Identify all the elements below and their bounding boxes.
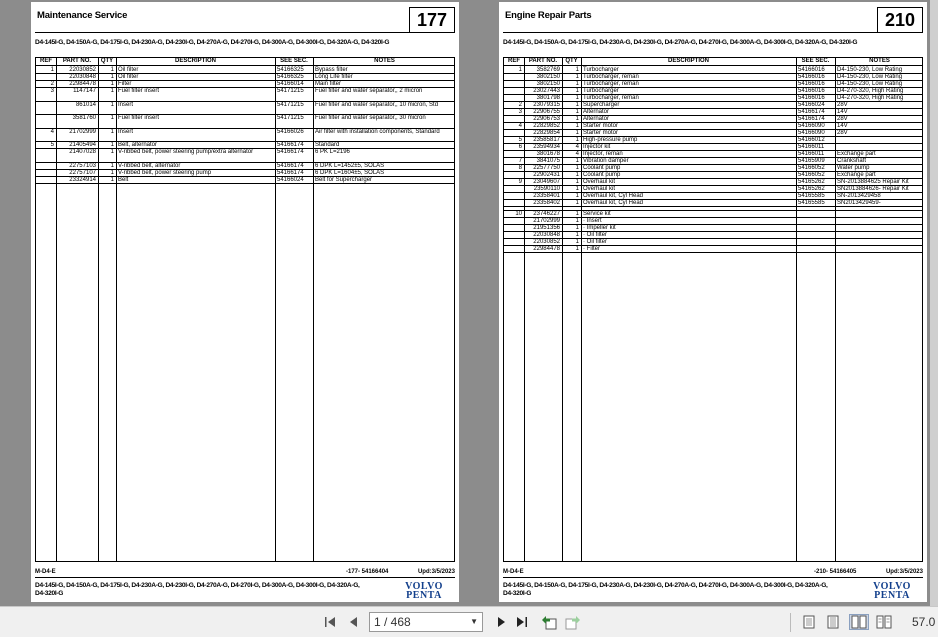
cell-qty: 1 (575, 102, 579, 108)
table-row (504, 186, 922, 193)
cell-ref: 10 (515, 211, 522, 217)
model-list: D4-145I-G, D4-150A-G, D4-175I-G, D4-230A-G, D4-230I-G, D4-270A-G, D4-270I-G, D4-300A-G, D4-300I-G, D4-320A-G, D4-320I-G (35, 39, 390, 46)
two-page-continuous-icon[interactable] (876, 614, 892, 630)
cell-part-no: 22906753 (533, 116, 560, 122)
cell-see-sec: 54166174 (277, 162, 304, 169)
cell-qty: 1 (575, 225, 579, 231)
table-row (504, 130, 922, 137)
viewer-toolbar (0, 606, 938, 637)
header-rule (503, 32, 923, 33)
cell-see-sec: 54165909 (798, 158, 825, 164)
cell-see-sec: 54165585 (798, 200, 825, 206)
cell-notes: SN-2013884625 Repair Kit (837, 179, 909, 185)
cell-notes: 6 DPK L=1604±5, SOLAS (315, 169, 385, 176)
cell-part-no: 1147147 (73, 88, 96, 94)
page-title: Engine Repair Parts (505, 10, 592, 21)
cell-description: Vibration damper (583, 158, 629, 164)
cell-notes: Standard (315, 142, 340, 149)
cell-part-no: 22902431 (533, 172, 560, 178)
cell-see-sec: 54166052 (798, 172, 825, 178)
table-row (504, 193, 922, 200)
footer-code: M-D4-E (503, 569, 524, 575)
cell-description: High-pressure pump (583, 137, 638, 143)
cell-ref: 3 (518, 109, 522, 115)
header-notes: NOTES (374, 58, 395, 64)
cell-see-sec: 54171215 (277, 115, 304, 122)
table-row (36, 81, 454, 88)
footer-model-list: D4-145I-G, D4-150A-G, D4-175I-G, D4-230A-G, D4-230I-G, D4-270A-G, D4-270I-G, D4-300A-G, D4-300I-G, D4-320A-G, D4-320I-G (503, 582, 828, 597)
cell-description: · Insert (583, 218, 602, 224)
footer-model-list: D4-145I-G, D4-150A-G, D4-175I-G, D4-230A-G, D4-230I-G, D4-270A-G, D4-270I-G, D4-300A-G, D4-300I-G, D4-320A-G, D4-320I-G (35, 582, 360, 597)
table-row (504, 179, 922, 186)
cell-ref: 3 (50, 88, 54, 94)
page-number-box: 210 (877, 7, 923, 32)
cell-notes: Fuel filter and water separator,, 10 micron, Std (315, 101, 439, 108)
cell-notes: 6 PK L=2196 (315, 149, 350, 156)
cell-see-sec: 54166012 (798, 137, 825, 143)
cell-notes: Belt for Supercharger (315, 176, 373, 183)
table-row (504, 88, 922, 95)
cell-qty: 1 (110, 128, 114, 135)
cell-qty: 1 (575, 123, 579, 129)
cell-description: Insert (118, 101, 134, 108)
cell-see-sec: 54166090 (798, 123, 825, 129)
table-row (36, 142, 454, 149)
cell-see-sec: 54165585 (798, 193, 825, 199)
cell-qty: 1 (575, 67, 579, 73)
footer-page-ref: -210- 54166405 (814, 569, 857, 575)
cell-description: Overhaul kit (583, 179, 616, 185)
cell-ref: 4 (518, 123, 522, 129)
cell-part-no: 22030848 (69, 74, 96, 80)
prev-page-icon[interactable] (345, 614, 361, 630)
cell-notes: Crankshaft (837, 158, 867, 164)
cell-description: Alternator (583, 109, 610, 115)
cell-notes: D4-150-230, Low Rating (837, 67, 903, 73)
cell-description: Turbocharger, reman (583, 81, 639, 87)
cell-part-no: 3801678 (536, 151, 560, 157)
cell-part-no: 3581760 (72, 115, 96, 122)
cell-see-sec: 54166011 (798, 144, 825, 150)
cell-description: · Oil filter (583, 232, 607, 238)
table-row (504, 172, 922, 179)
cell-see-sec: 54166174 (798, 109, 825, 115)
table-rows (504, 67, 922, 253)
cell-notes: Bypass filter (315, 67, 348, 73)
cell-part-no: 21702999 (69, 128, 96, 135)
cell-qty: 1 (110, 81, 114, 87)
table-row (36, 129, 454, 143)
cell-see-sec: 54166174 (798, 116, 825, 122)
cell-part-no: 22984478 (69, 81, 96, 87)
cell-qty: 1 (575, 137, 579, 143)
cell-ref: 7 (518, 158, 522, 164)
cell-part-no: 22757107 (69, 169, 96, 176)
cell-part-no: 3801798 (536, 95, 560, 101)
cell-see-sec: 54166024 (798, 102, 825, 108)
cell-see-sec: 54171215 (277, 88, 304, 94)
cell-notes: D4-150-230, Low Rating (837, 74, 903, 80)
table-row (36, 115, 454, 129)
volvo-penta-logo (863, 582, 921, 600)
cell-ref: 1 (50, 67, 54, 73)
logo-bottom: PENTA (406, 590, 442, 601)
cell-see-sec: 54166174 (277, 169, 304, 176)
table-row (36, 74, 454, 81)
footer-page-ref: -177- 54166404 (346, 569, 389, 575)
table-row (504, 211, 922, 218)
cell-part-no: 23358401 (533, 193, 560, 199)
cell-part-no: 22030852 (533, 239, 560, 245)
cell-qty: 1 (575, 179, 579, 185)
table-row (504, 246, 922, 253)
footer-updated: Upd:3/5/2023 (417, 569, 455, 575)
header-rule (35, 32, 455, 33)
cell-description: V-ribbed belt, alternator (118, 162, 181, 169)
cell-ref: 1 (518, 67, 522, 73)
table-row (504, 116, 922, 123)
model-list: D4-145I-G, D4-150A-G, D4-175I-G, D4-230A-G, D4-230I-G, D4-270A-G, D4-270I-G, D4-300A-G, D4-300I-G, D4-320A-G, D4-320I-G (503, 39, 858, 46)
cell-description: Overhaul kit, Cyl Head (583, 193, 644, 199)
cell-description: Starter motor (583, 130, 619, 136)
cell-description: · Impeller kit (583, 225, 616, 231)
single-page-icon[interactable] (801, 614, 817, 630)
cell-qty: 1 (575, 172, 579, 178)
cell-notes: Main filter (315, 81, 342, 87)
cell-see-sec: 54165262 (798, 179, 825, 185)
cell-notes: Fuel filter and water separator,, 30 micron (315, 115, 426, 122)
table-header (36, 58, 454, 66)
cell-qty: 1 (110, 67, 114, 73)
cell-ref: 2 (518, 102, 522, 108)
cell-notes: Long Life filter (315, 74, 353, 80)
zoom-level[interactable]: 57.0 (912, 615, 936, 629)
cell-qty: 1 (575, 232, 579, 238)
header-part-no: PART NO. (62, 58, 92, 64)
header-ref: REF (508, 58, 520, 64)
page-number-select[interactable] (369, 612, 483, 632)
cell-notes: D4-150-230, Low Rating (837, 81, 903, 87)
cell-qty: 1 (110, 142, 114, 149)
table-row (36, 102, 454, 116)
cell-qty: 1 (575, 88, 579, 94)
cell-see-sec: 54166016 (798, 67, 825, 73)
cell-notes: 28V (837, 102, 848, 108)
cell-see-sec: 54166026 (277, 128, 304, 135)
cell-description: · Oil filter (583, 239, 607, 245)
cell-see-sec: 54166024 (277, 176, 304, 183)
table-row (504, 95, 922, 102)
header-description: DESCRIPTION (174, 58, 216, 64)
cell-description: Belt (118, 176, 129, 183)
cell-qty: 1 (575, 186, 579, 192)
cell-notes: 14V (837, 123, 848, 129)
cell-qty: 1 (575, 200, 579, 206)
table-row (504, 137, 922, 144)
table-row (504, 225, 922, 232)
cell-description: Belt, alternator (118, 142, 158, 149)
cell-see-sec: 54166325 (277, 67, 304, 73)
cell-ref: 2 (50, 81, 54, 87)
cell-description: Filter (118, 81, 132, 87)
cell-notes: 6 DPK L=1452±5, SOLAS (315, 162, 385, 169)
cell-description: Coolant pump (583, 172, 621, 178)
cell-see-sec: 54166016 (798, 88, 825, 94)
cell-part-no: 23746227 (533, 211, 560, 217)
cell-qty: 1 (575, 109, 579, 115)
header-ref: REF (40, 58, 52, 64)
cell-description: Alternator (583, 116, 610, 122)
header-see-sec: SEE SEC. (801, 58, 830, 64)
cell-qty: 1 (575, 218, 579, 224)
table-row (504, 74, 922, 81)
cell-qty: 1 (575, 81, 579, 87)
cell-description: Oil filter (118, 74, 139, 80)
continuous-icon[interactable] (825, 614, 841, 630)
cell-part-no: 3802150 (536, 81, 560, 87)
header-see-sec: SEE SEC. (280, 58, 308, 64)
cell-part-no: 22577750 (533, 165, 560, 171)
go-back-icon[interactable] (541, 614, 557, 630)
go-forward-icon[interactable] (565, 614, 581, 630)
header-qty: QTY (100, 58, 114, 64)
cell-part-no: 23358402 (533, 200, 560, 206)
cell-part-no: 21951356 (533, 225, 560, 231)
cell-qty: 1 (575, 193, 579, 199)
table-row (504, 109, 922, 116)
table-row (36, 67, 454, 74)
cell-description: Coolant pump (583, 165, 621, 171)
cell-notes: SN2013429459- (837, 200, 881, 206)
footer-rule (503, 577, 923, 578)
footer-updated: Upd:3/5/2023 (885, 569, 923, 575)
parts-table (35, 57, 455, 562)
cell-description: Turbocharger, reman (583, 95, 639, 101)
cell-qty: 1 (110, 162, 114, 169)
cell-part-no: 23594934 (533, 144, 560, 150)
cell-part-no: 23049607 (533, 179, 560, 185)
cell-part-no: 21407028 (69, 149, 96, 156)
cell-part-no: 23585817 (533, 137, 560, 143)
cell-description: · Filter (583, 246, 600, 252)
two-page-icon[interactable] (849, 614, 869, 630)
cell-see-sec: 54166052 (798, 165, 825, 171)
cell-description: Turbocharger (583, 67, 619, 73)
last-page-icon[interactable] (514, 614, 530, 630)
table-row (504, 165, 922, 172)
cell-description: Starter motor (583, 123, 619, 129)
cell-part-no: 3841075 (536, 158, 560, 164)
table-row (36, 163, 454, 170)
cell-qty: 1 (110, 115, 114, 122)
cell-part-no: 22984478 (533, 246, 560, 252)
footer-code: M-D4-E (35, 569, 56, 575)
cell-see-sec: 54166174 (277, 149, 304, 156)
logo-top: VOLVO (405, 581, 443, 592)
cell-part-no: 21405494 (69, 142, 96, 149)
cell-part-no: 21702999 (533, 218, 560, 224)
cell-ref: 5 (518, 137, 522, 143)
cell-description: Injector kit (583, 144, 611, 150)
table-row (504, 151, 922, 158)
cell-see-sec: 54166090 (798, 130, 825, 136)
table-row (36, 88, 454, 102)
cell-qty: 1 (575, 130, 579, 136)
cell-notes: 28V (837, 116, 848, 122)
cell-see-sec: 54171215 (277, 101, 304, 108)
cell-part-no: 23324914 (69, 176, 96, 183)
table-row (504, 218, 922, 225)
table-row (504, 200, 922, 207)
table-row (504, 123, 922, 130)
cell-qty: 1 (110, 74, 114, 80)
cell-description: Service kit (583, 211, 611, 217)
cell-part-no: 22030848 (533, 232, 560, 238)
cell-qty: 1 (575, 239, 579, 245)
cell-part-no: 23590110 (533, 186, 560, 192)
page-210 (499, 2, 927, 602)
cell-description: Overhaul kit, Cyl Head (583, 200, 644, 206)
cell-see-sec: 54166014 (277, 81, 304, 87)
table-row (504, 232, 922, 239)
cell-description: V-ribbed belt, power steering pump (118, 169, 212, 176)
cell-see-sec: 54166016 (798, 74, 825, 80)
footer-rule (35, 577, 455, 578)
cell-qty: 4 (575, 151, 579, 157)
cell-notes: D4-270-320, High Rating (837, 95, 904, 101)
table-header (504, 58, 922, 66)
cell-qty: 1 (575, 158, 579, 164)
cell-notes: Air filter with installation components, Standard (315, 128, 440, 135)
cell-description: Turbocharger, reman (583, 74, 639, 80)
table-row (504, 158, 922, 165)
cell-qty: 1 (110, 169, 114, 176)
page-number-box: 177 (409, 7, 455, 32)
table-row (36, 149, 454, 163)
cell-ref: 6 (518, 144, 522, 150)
cell-description: Overhaul kit (583, 186, 616, 192)
cell-qty: 1 (575, 95, 579, 101)
header-qty: QTY (565, 58, 578, 64)
cell-notes: Fuel filter and water separator,, 2 micron (315, 88, 423, 94)
next-page-icon[interactable] (494, 614, 510, 630)
cell-part-no: 23027443 (533, 88, 560, 94)
header-part-no: PART NO. (528, 58, 558, 64)
table-row (504, 144, 922, 151)
cell-qty: 1 (575, 74, 579, 80)
cell-part-no: 22829852 (533, 123, 560, 129)
cell-see-sec: 54166174 (277, 142, 304, 149)
cell-notes: 14V (837, 109, 848, 115)
cell-description: Insert (118, 128, 134, 135)
table-row (504, 102, 922, 109)
cell-qty: 1 (575, 211, 579, 217)
cell-see-sec: 54165262 (798, 186, 825, 192)
table-rows (36, 67, 454, 184)
cell-see-sec: 54166325 (277, 74, 304, 80)
logo-top: VOLVO (873, 581, 911, 592)
table-row (36, 177, 454, 184)
cell-qty: 1 (575, 116, 579, 122)
table-row (504, 239, 922, 246)
cell-description: Fuel filter insert (118, 115, 160, 122)
cell-description: Supercharger (583, 102, 620, 108)
table-row (504, 81, 922, 88)
chevron-down-icon: ▼ (470, 617, 478, 626)
cell-description: Fuel filter insert (118, 88, 160, 94)
cell-notes: SN2013884626- Repair Kit (837, 186, 909, 192)
parts-table (503, 57, 923, 562)
cell-part-no: 22906755 (533, 109, 560, 115)
volvo-penta-logo (395, 582, 453, 600)
cell-description: Turbocharger (583, 88, 619, 94)
cell-notes: Water pump (837, 165, 870, 171)
page-177 (31, 2, 459, 602)
cell-part-no: 23079315 (533, 102, 560, 108)
cell-qty: 4 (575, 144, 579, 150)
cell-qty: 1 (110, 88, 114, 94)
cell-part-no: 22030852 (69, 67, 96, 73)
page-title: Maintenance Service (37, 10, 128, 21)
cell-part-no: 3582769 (536, 67, 560, 73)
cell-part-no: 861014 (75, 101, 96, 108)
cell-notes: D4-270-320, High Rating (837, 88, 904, 94)
cell-notes: Exchange part (837, 151, 876, 157)
cell-qty: 1 (110, 149, 114, 156)
header-description: DESCRIPTION (667, 58, 709, 64)
cell-description: Oil filter (118, 67, 139, 73)
header-notes: NOTES (869, 58, 890, 64)
cell-qty: 1 (110, 101, 114, 108)
cell-notes: 28V (837, 130, 848, 136)
cell-ref: 4 (50, 128, 54, 135)
cell-notes: SN-2013429458 (837, 193, 881, 199)
cell-qty: 1 (575, 165, 579, 171)
cell-ref: 5 (50, 142, 54, 149)
cell-part-no: 3802150 (536, 74, 560, 80)
cell-description: Injector, reman (583, 151, 623, 157)
table-row (36, 170, 454, 177)
table-row (504, 67, 922, 74)
cell-description: V-ribbed belt, power steering pump/extra alternator (118, 149, 254, 156)
cell-ref: 8 (518, 165, 522, 171)
cell-see-sec: 54166011 (798, 151, 825, 157)
first-page-icon[interactable] (322, 614, 338, 630)
cell-qty: 1 (575, 246, 579, 252)
page-indicator: 1 / 468 (374, 615, 411, 629)
cell-part-no: 22829854 (533, 130, 560, 136)
cell-part-no: 22757103 (69, 162, 96, 169)
logo-bottom: PENTA (874, 590, 910, 601)
cell-qty: 1 (110, 176, 114, 183)
vertical-scrollbar[interactable] (930, 0, 938, 606)
cell-see-sec: 54166016 (798, 95, 825, 101)
cell-notes: Exchange part (837, 172, 876, 178)
cell-ref: 9 (518, 179, 522, 185)
cell-see-sec: 54166016 (798, 81, 825, 87)
